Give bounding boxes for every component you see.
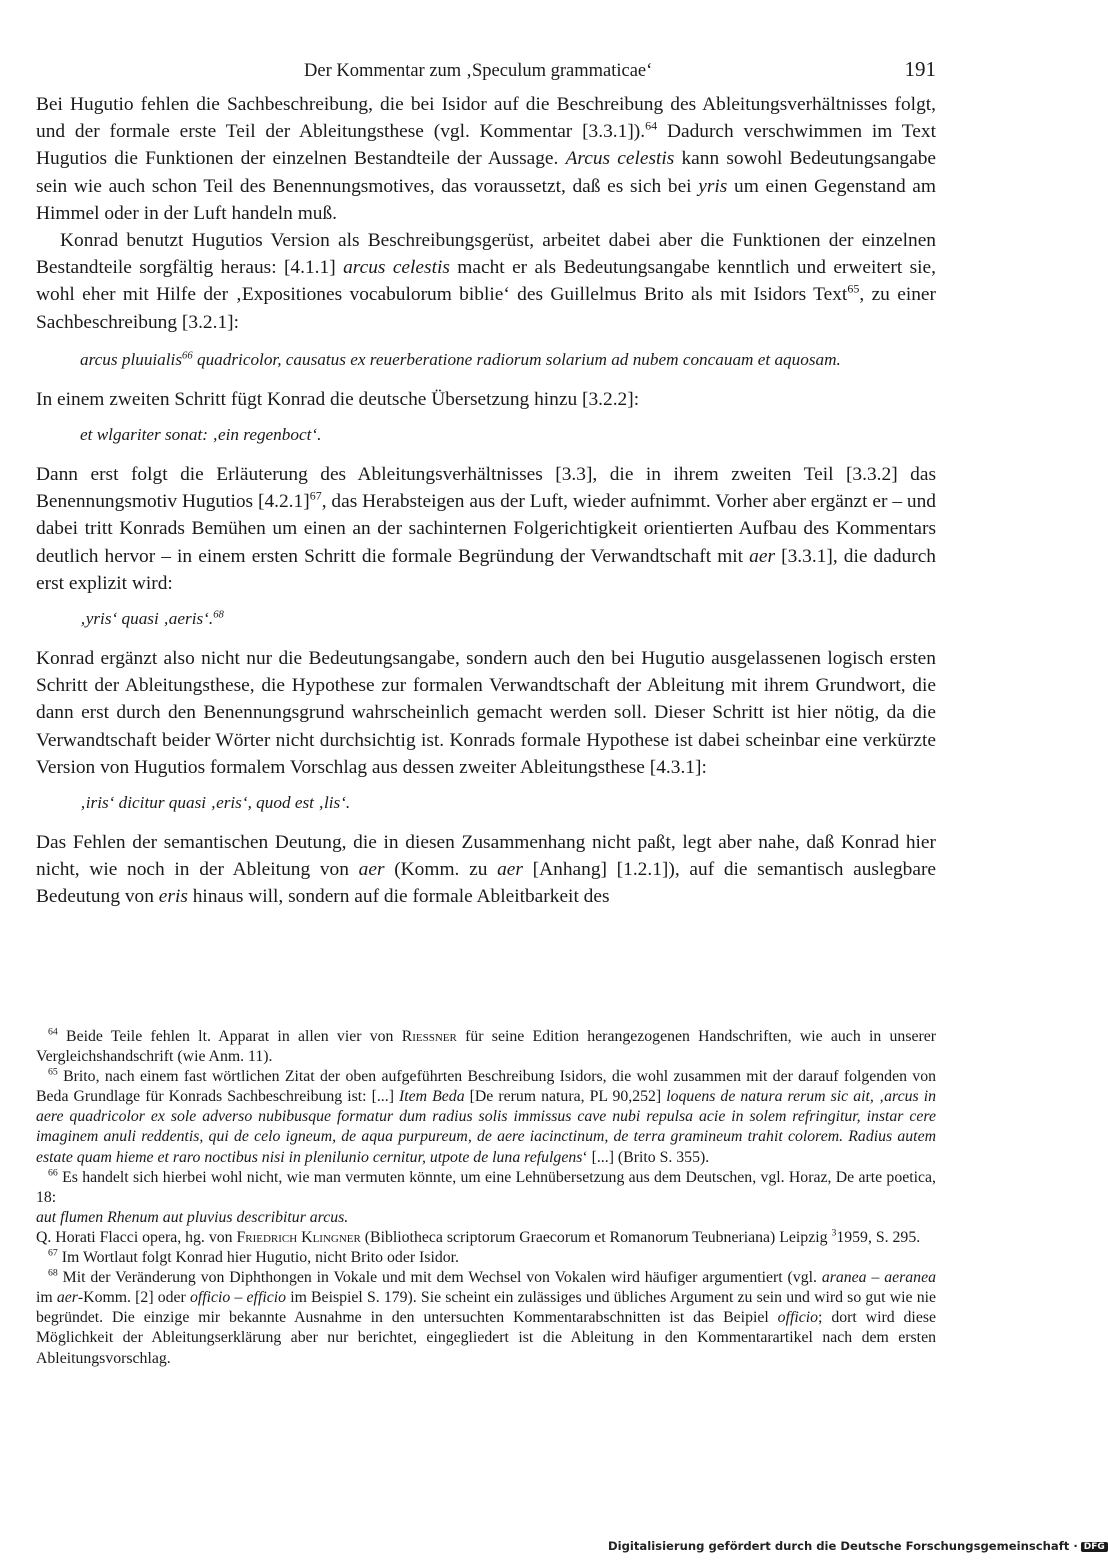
latin-term: aer [497,859,523,881]
text: macht er als Bedeutungsangabe kenntlich und erweitert sie, wohl eher mit Hilfe der ‚Expositiones vocabulorum biblie‘ des Guillelmus Brito als mit Isidors Text [36,257,936,306]
footnotes [36,1027,936,1369]
quote-3 [80,597,936,645]
footnote-ref-67[interactable]: 67 [309,488,322,503]
latin-term: Arcus celestis [565,148,675,170]
text: , zu einer Sachbeschreibung [3.2.1]: [36,284,936,333]
footnote-64 [36,1027,936,1067]
quote-1 [80,336,936,386]
footnote-number: 65 [48,1066,58,1078]
latin-term: aer [56,1289,78,1307]
text: quadricolor, causatus ex reuerberatione radiorum solarium ad nubem concauam et aquosam. [192,349,841,369]
text: Dann erst folgt die Erläuterung des Ableitungsverhältnisses [3.3], die in ihrem zweiten Teil [3.3.2] das Benennungsmotiv Hugutios [4.2.1] [36,464,936,513]
quote-4: ‚iris‘ dicitur quasi ‚eris‘, quod est ‚lis‘. [80,793,351,813]
footnote-66-verse: aut flumen Rhenum aut pluvius describitur arcus. [36,1208,349,1226]
latin-term: yris [698,175,728,197]
footnote-number: 68 [48,1267,58,1279]
latin-term: aer [358,859,385,881]
paragraph-1 [36,91,936,227]
text: ‘ [...] (Brito S. 355). [582,1148,710,1166]
text: [Anhang] [1.2.1]), auf die semantisch auslegbare Bedeutung von [36,859,937,908]
latin-term: officio [777,1309,819,1327]
latin-term: Item Beda [399,1088,465,1106]
paragraph-3: In einem zweiten Schritt fügt Konrad die deutsche Übersetzung hinzu [3.2.2]: [36,388,640,410]
text: im [36,1289,57,1307]
text: ‚yris‘ quasi ‚aeris‘. [80,609,214,629]
paragraph-6 [36,829,936,911]
text: Im Wortlaut folgt Konrad hier Hugutio, nicht Brito oder Isidor. [57,1249,459,1267]
text: 1959, S. 295. [836,1228,921,1246]
running-header [36,55,936,91]
text: (Bibliotheca scriptorum Graecorum et Romanorum Teubneriana) Leipzig [360,1228,832,1246]
text: im Beispiel S. 179). Sie scheint ein zulässiges und übliches Argument zu sein und wird so gut wie nie begründet. Die einzige mir bekannte Ausnahme in den untersuchten Kommentarabschnitten ist das Beipiel [36,1289,936,1327]
text: , das Herabsteigen aus der Luft, wieder aufnimmt. Vorher aber ergänzt er – und dabei tritt Konrads Bemühen um einen an der sachinternen Folgerichtigkeit orientierten Aufbau des Kommentars deutlich hervor – in einem ersten Schritt die formale Begründung der Verwandtschaft mit [36,491,937,567]
edition-number: 3 [831,1227,837,1239]
author-name: Riessner [401,1028,457,1045]
footnote-66-citation [36,1228,936,1248]
text: Konrad benutzt Hugutios Version als Beschreibungsgerüst, arbeitet dabei aber die Funktionen der einzelnen Bestandteile sorgfältig heraus: [4.1.1] [36,230,936,279]
text: kann sowohl Bedeutungsangabe sein wie auch schon Teil des Benennungsmotives, das voraussetzt, daß es sich bei [36,148,936,197]
text: Dadurch verschwimmen im Text Hugutios die Funktionen der einzelnen Bestandteile der Aussage. [36,121,936,170]
latin-quote: loquens de natura rerum sic ait, ‚arcus in aere quadricolor ex sole adverso nubibusque formatur dum radius solis immissus cave nubi repulsa acie in solem refringitur, instar cere imaginem anuli reddentis, qui de celo igneum, de aqua purpureum, de aere iacinctinum, de terra gramineum trahit colorem. Radius autem estate quam hieme et raro noctibus nisi in plenilunio cernitur, utpote de luna refulgens [36,1088,936,1166]
page-number: 191 [904,57,936,81]
latin-term: arcus celestis [343,257,450,279]
text: arcus pluuialis [80,349,183,369]
footnote-ref-65[interactable]: 65 [847,281,860,296]
footnote-ref-66[interactable]: 66 [182,350,193,362]
text: Brito, nach einem fast wörtlichen Zitat der oben aufgeführten Beschreibung Isidors, die wohl zusammen mit der darauf folgenden von Beda Grundlage für Konrads Sachbeschreibung ist: [...] [36,1068,936,1106]
text: Beide Teile fehlen lt. Apparat in allen vier von [57,1028,402,1045]
footnote-number: 67 [48,1247,58,1259]
footnote-number: 64 [48,1026,58,1038]
latin-term: aranea – aeranea [821,1269,936,1287]
footnote-number: 66 [48,1167,58,1179]
latin-term: eris [158,886,188,908]
text: [3.3.1], die dadurch erst explizit wird: [36,545,936,594]
text: um einen Gegenstand am Himmel oder in der Luft handeln muß. [36,175,936,224]
text: Das Fehlen der semantischen Deutung, die in diesen Zusammenhang nicht paßt, legt aber nahe, daß Konrad hier nicht, wie noch in der Ableitung von [36,832,936,881]
text: ; dort wird diese Möglichkeit der Ableitungserklärung aber nur berichtet, eingegliedert ist die Ableitung in den Kommentarartikel nach dem ersten Ableitungsvorschlag. [36,1309,936,1367]
main-text [36,91,936,911]
paragraph-5: Konrad ergänzt also nicht nur die Bedeutungsangabe, sondern auch den bei Hugutio ausgelassenen logisch ersten Schritt der Ableitungsthese, die Hypothese zur formalen Verwandtschaft der Ableitung mit ihrem Grundwort, die dann erst durch den Benennungsgrund wahrscheinlich gemacht werden soll. Dieser Schritt ist hier nötig, da die Verwandtschaft beider Wörter nicht durchsichtig ist. Konrads formale Hypothese ist dabei scheinbar eine verkürzte Version von Hugutios formalem Vorschlag aus dessen zweiter Ableitungsthese [4.3.1]: [36,648,936,778]
footnote-68 [36,1268,936,1368]
quote-2: et wlgariter sonat: ‚ein regenboct‘. [80,425,322,445]
text: Q. Horati Flacci opera, hg. von [36,1228,237,1246]
page [36,55,936,911]
footnote-65 [36,1067,936,1167]
footnote-ref-64[interactable]: 64 [645,118,658,133]
latin-term: aer [749,545,776,567]
text: -Komm. [2] oder [77,1289,190,1307]
paragraph-4 [36,461,936,597]
paragraph-2 [36,227,936,336]
footnote-ref-68[interactable]: 68 [213,609,224,621]
text: Es handelt sich hierbei wohl nicht, wie man vermuten könnte, um eine Lehnübersetzung aus dem Deutschen, vgl. Horaz, De arte poetica, 18: [36,1168,936,1206]
text: für seine Edition herangezogenen Handschriften, wie auch in unserer Vergleichshandschrift (wie Anm. 11). [36,1028,937,1066]
footnote-66 [36,1168,936,1208]
text: Mit der Veränderung von Diphthongen in Vokale und mit dem Wechsel von Vokalen wird häufiger argumentiert (vgl. [57,1269,822,1287]
running-title: Der Kommentar zum ‚Speculum grammaticae‘ [304,61,653,81]
text: (Komm. zu [384,859,498,881]
funding-note: Digitalisierung gefördert durch die Deutsche Forschungsgemeinschaft · [608,1539,1078,1553]
text: hinaus will, sondern auf die formale Ableitbarkeit des [187,886,610,908]
digitization-footer [608,1539,1105,1553]
author-name: Friedrich Klingner [236,1228,361,1246]
footnote-67 [36,1248,936,1268]
text: Bei Hugutio fehlen die Sachbeschreibung, die bei Isidor auf die Beschreibung des Ableitungsverhältnisses folgt, und der formale erste Teil der Ableitungsthese (vgl. Kommentar [3.3.1]). [36,94,936,143]
dfg-logo: DFG [1081,1542,1108,1552]
latin-term: officio – efficio [189,1289,287,1307]
text: [De rerum natura, PL 90,252] [464,1088,667,1106]
